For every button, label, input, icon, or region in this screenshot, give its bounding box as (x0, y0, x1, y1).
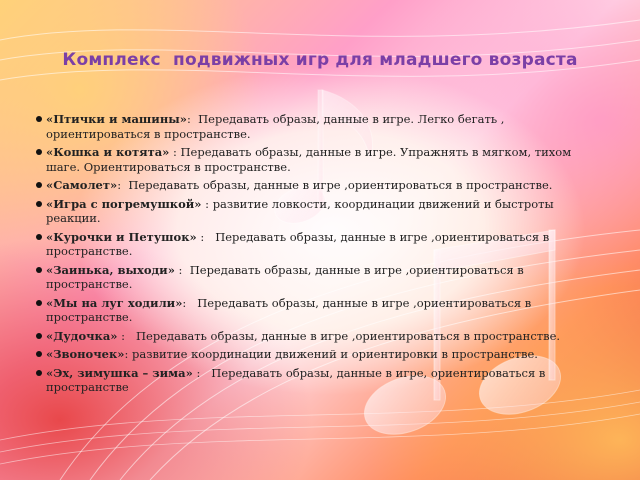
game-description: Передавать образы, данные в игре. Легко бегать , ориентироваться в пространстве. (46, 112, 505, 141)
game-description: Передавать образы, данные в игре ,ориентироваться в пространстве. (128, 178, 553, 192)
separator: : (186, 112, 199, 126)
game-name: «Мы на луг ходили» (46, 295, 183, 310)
list-item (36, 263, 608, 292)
game-description: Передавать образы, данные в игре ,ориентироваться в пространстве. (46, 229, 550, 258)
game-description: Передавать образы, данные в игре ,ориентироваться в пространстве. (46, 262, 524, 291)
game-name: «Заинька, выходи» (46, 262, 175, 277)
game-name: «Кошка и котята» (46, 145, 170, 159)
game-name: «Птички и машины» (46, 112, 187, 126)
separator: : (124, 347, 132, 361)
list-item (36, 230, 608, 259)
list-item (36, 366, 608, 395)
list-item (36, 145, 608, 174)
list-item (36, 178, 608, 193)
game-name: «Игра с погремушкой» (46, 196, 202, 211)
game-description: Передавать образы, данные в игре ,ориентироваться в пространстве. (135, 328, 561, 343)
game-name: «Звоночек» (46, 347, 125, 361)
game-name: «Эх, зимушка – зима» (46, 365, 193, 380)
slide-title: Комплекс подвижных игр для младшего возраста (62, 50, 578, 70)
game-description: Передавать образы, данные в игре ,ориентироваться в пространстве. (46, 295, 532, 324)
list-item (36, 296, 608, 325)
game-name: «Дудочка» (46, 328, 118, 343)
game-description: Передавать образы, данные в игре. Упражнять в мягком, тихом шаге. Ориентироваться в пространстве. (46, 145, 572, 174)
list-item (36, 329, 608, 344)
separator: : (201, 196, 213, 211)
list-item (36, 197, 608, 226)
list-item (36, 112, 608, 141)
separator: : (117, 178, 129, 192)
game-description: Передавать образы, данные в игре, ориентироваться в пространстве (46, 365, 546, 394)
game-name: «Курочки и Петушок» (46, 229, 197, 244)
game-description: развитие координации движений и ориентировки в пространстве. (132, 347, 538, 361)
separator: : (196, 229, 216, 244)
game-name: «Самолет» (46, 178, 118, 192)
separator: : (192, 365, 212, 380)
separator: : (182, 295, 198, 310)
separator: : (169, 145, 181, 159)
games-list (36, 112, 608, 399)
separator: : (117, 328, 136, 343)
separator: : (174, 262, 190, 277)
game-description: развитие ловкости, координации движений и быстроты реакции. (46, 196, 554, 225)
list-item (36, 347, 608, 362)
